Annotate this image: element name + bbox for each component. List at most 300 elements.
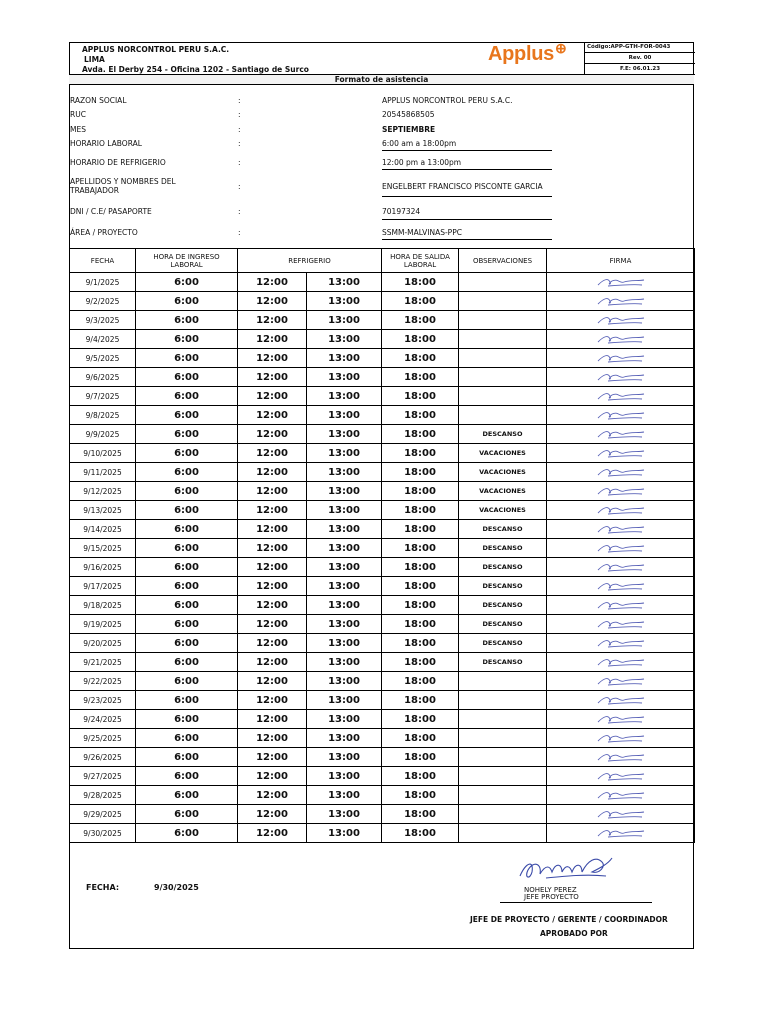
fecha-label: FECHA: [86,883,120,892]
cell-salida: 18:00 [382,786,459,805]
mes-label: MES [70,125,86,134]
cell-observaciones [459,691,547,710]
cell-firma [547,558,695,577]
cell-fecha: 9/11/2025 [70,463,136,482]
cell-firma [547,330,695,349]
table-row [70,786,695,805]
signature-icon [594,770,648,782]
cell-refrigerio-fin: 13:00 [307,691,382,710]
cell-salida: 18:00 [382,311,459,330]
cell-refrigerio-fin: 13:00 [307,368,382,387]
cell-observaciones: VACACIONES [459,482,547,501]
cell-firma [547,691,695,710]
cell-observaciones [459,368,547,387]
cell-firma [547,444,695,463]
cell-salida: 18:00 [382,824,459,843]
fecha-value: 9/30/2025 [154,883,199,892]
cell-firma [547,349,695,368]
cell-refrigerio-inicio: 12:00 [238,273,307,292]
colon: : [238,228,241,237]
cell-firma [547,501,695,520]
cell-ingreso: 6:00 [136,292,238,311]
cell-salida: 18:00 [382,558,459,577]
cell-refrigerio-inicio: 12:00 [238,596,307,615]
cell-refrigerio-fin: 13:00 [307,729,382,748]
cell-salida: 18:00 [382,653,459,672]
cell-ingreso: 6:00 [136,425,238,444]
cell-refrigerio-fin: 13:00 [307,672,382,691]
cell-observaciones [459,786,547,805]
table-row [70,463,695,482]
cell-refrigerio-inicio: 12:00 [238,634,307,653]
col-salida-line2: LABORAL [403,260,437,269]
cell-observaciones: DESCANSO [459,596,547,615]
cell-firma [547,634,695,653]
table-row [70,368,695,387]
cell-fecha: 9/29/2025 [70,805,136,824]
cell-fecha: 9/26/2025 [70,748,136,767]
approved-by-label: APROBADO POR [540,929,608,938]
signature-icon [594,808,648,820]
cell-fecha: 9/21/2025 [70,653,136,672]
cell-refrigerio-inicio: 12:00 [238,539,307,558]
cell-fecha: 9/5/2025 [70,349,136,368]
cell-ingreso: 6:00 [136,767,238,786]
colon: : [238,96,241,105]
nombres-label-line2: TRABAJADOR [70,186,119,195]
cell-fecha: 9/27/2025 [70,767,136,786]
signature-icon [594,485,648,497]
table-row [70,596,695,615]
cell-refrigerio-inicio: 12:00 [238,387,307,406]
cell-refrigerio-fin: 13:00 [307,577,382,596]
cell-fecha: 9/17/2025 [70,577,136,596]
cell-refrigerio-inicio: 12:00 [238,710,307,729]
cell-ingreso: 6:00 [136,463,238,482]
refrigerio-value: 12:00 pm a 13:00pm [382,158,552,170]
cell-ingreso: 6:00 [136,349,238,368]
cell-ingreso: 6:00 [136,615,238,634]
cell-observaciones: DESCANSO [459,615,547,634]
col-ingreso [136,249,238,273]
cell-refrigerio-inicio: 12:00 [238,653,307,672]
cell-refrigerio-inicio: 12:00 [238,558,307,577]
cell-salida: 18:00 [382,615,459,634]
colon: : [238,110,241,119]
signature-icon [594,732,648,744]
cell-observaciones [459,824,547,843]
table-row [70,349,695,368]
table-row [70,273,695,292]
cell-fecha: 9/24/2025 [70,710,136,729]
cell-refrigerio-inicio: 12:00 [238,349,307,368]
cell-fecha: 9/20/2025 [70,634,136,653]
table-row [70,653,695,672]
signature-icon [594,295,648,307]
cell-fecha: 9/9/2025 [70,425,136,444]
approver [524,887,579,901]
cell-refrigerio-fin: 13:00 [307,349,382,368]
col-salida-line1: HORA DE SALIDA [390,252,450,261]
signature-icon [594,504,648,516]
signature-icon [594,637,648,649]
signature-icon [594,561,648,573]
cell-refrigerio-fin: 13:00 [307,273,382,292]
signature-icon [594,409,648,421]
cell-observaciones: DESCANSO [459,577,547,596]
cell-firma [547,292,695,311]
company-name: APPLUS NORCONTROL PERU S.A.C. [82,45,230,54]
table-row [70,577,695,596]
cell-refrigerio-fin: 13:00 [307,615,382,634]
cell-fecha: 9/8/2025 [70,406,136,425]
cell-fecha: 9/14/2025 [70,520,136,539]
table-row [70,805,695,824]
cell-salida: 18:00 [382,444,459,463]
cell-ingreso: 6:00 [136,748,238,767]
cell-observaciones: DESCANSO [459,634,547,653]
cell-ingreso: 6:00 [136,729,238,748]
signature-line [500,902,652,903]
cell-refrigerio-inicio: 12:00 [238,672,307,691]
cell-observaciones: VACACIONES [459,463,547,482]
cell-ingreso: 6:00 [136,387,238,406]
dni-label: DNI / C.E/ PASAPORTE [70,207,152,216]
horario-value: 6:00 am a 18:00pm [382,139,552,151]
cell-salida: 18:00 [382,634,459,653]
attendance-table [69,248,695,843]
table-row [70,406,695,425]
nombres-label [70,177,176,195]
col-observaciones: OBSERVACIONES [459,249,547,273]
cell-refrigerio-inicio: 12:00 [238,368,307,387]
cell-refrigerio-fin: 13:00 [307,501,382,520]
cell-refrigerio-fin: 13:00 [307,767,382,786]
signature-icon [594,542,648,554]
cell-salida: 18:00 [382,577,459,596]
cell-ingreso: 6:00 [136,634,238,653]
ruc-label: RUC [70,110,86,119]
cell-firma [547,577,695,596]
document-fe: F.E: 06.01.23 [585,64,695,75]
cell-firma [547,425,695,444]
cell-refrigerio-fin: 13:00 [307,558,382,577]
cell-refrigerio-fin: 13:00 [307,463,382,482]
cell-refrigerio-fin: 13:00 [307,482,382,501]
table-header-row [70,249,695,273]
cell-fecha: 9/23/2025 [70,691,136,710]
approver-title: JEFE PROYECTO [524,893,579,901]
signature-icon [594,675,648,687]
signature-icon [594,751,648,763]
table-row [70,615,695,634]
cell-observaciones [459,748,547,767]
colon: : [238,139,241,148]
cell-salida: 18:00 [382,406,459,425]
cell-firma [547,672,695,691]
cell-refrigerio-fin: 13:00 [307,425,382,444]
cell-ingreso: 6:00 [136,786,238,805]
cell-refrigerio-inicio: 12:00 [238,501,307,520]
table-row [70,824,695,843]
cell-ingreso: 6:00 [136,577,238,596]
cell-refrigerio-fin: 13:00 [307,387,382,406]
cell-observaciones: DESCANSO [459,653,547,672]
cell-firma [547,539,695,558]
cell-firma [547,615,695,634]
cell-refrigerio-fin: 13:00 [307,786,382,805]
cell-refrigerio-inicio: 12:00 [238,482,307,501]
cell-ingreso: 6:00 [136,501,238,520]
cell-fecha: 9/19/2025 [70,615,136,634]
cell-fecha: 9/10/2025 [70,444,136,463]
cell-refrigerio-inicio: 12:00 [238,330,307,349]
cell-fecha: 9/2/2025 [70,292,136,311]
cell-observaciones [459,729,547,748]
area-label: ÁREA / PROYECTO [70,228,138,237]
cell-refrigerio-fin: 13:00 [307,805,382,824]
col-fecha: FECHA [70,249,136,273]
cell-refrigerio-inicio: 12:00 [238,615,307,634]
cell-observaciones: VACACIONES [459,501,547,520]
mes-value: SEPTIEMBRE [382,125,436,134]
cell-salida: 18:00 [382,672,459,691]
table-row [70,672,695,691]
signature-icon [594,428,648,440]
cell-observaciones [459,767,547,786]
table-row [70,710,695,729]
cell-refrigerio-inicio: 12:00 [238,406,307,425]
cell-firma [547,748,695,767]
cell-ingreso: 6:00 [136,368,238,387]
cell-refrigerio-fin: 13:00 [307,311,382,330]
col-refrigerio: REFRIGERIO [238,249,382,273]
signature-icon [594,789,648,801]
ruc-value: 20545868505 [382,110,435,119]
cell-fecha: 9/12/2025 [70,482,136,501]
cell-fecha: 9/7/2025 [70,387,136,406]
cell-salida: 18:00 [382,292,459,311]
cell-observaciones: DESCANSO [459,539,547,558]
table-row [70,482,695,501]
cell-refrigerio-inicio: 12:00 [238,729,307,748]
cell-fecha: 9/3/2025 [70,311,136,330]
table-row [70,311,695,330]
horario-label: HORARIO LABORAL [70,139,142,148]
cell-firma [547,786,695,805]
table-row [70,767,695,786]
cell-refrigerio-inicio: 12:00 [238,691,307,710]
cell-ingreso: 6:00 [136,805,238,824]
table-row [70,425,695,444]
cell-ingreso: 6:00 [136,482,238,501]
col-ingreso-line1: HORA DE INGRESO [153,252,220,261]
cell-salida: 18:00 [382,710,459,729]
table-row [70,748,695,767]
cell-refrigerio-fin: 13:00 [307,748,382,767]
cell-observaciones [459,349,547,368]
cell-firma [547,596,695,615]
cell-refrigerio-inicio: 12:00 [238,463,307,482]
cell-ingreso: 6:00 [136,273,238,292]
signature-icon [594,276,648,288]
signature-icon [594,694,648,706]
plus-circle-icon: ⊕ [554,40,567,56]
cell-observaciones [459,672,547,691]
logo-text: Applus [488,43,554,65]
cell-refrigerio-fin: 13:00 [307,653,382,672]
cell-ingreso: 6:00 [136,558,238,577]
cell-fecha: 9/22/2025 [70,672,136,691]
table-row [70,520,695,539]
document-code-box [584,42,695,75]
table-row [70,691,695,710]
cell-observaciones [459,311,547,330]
colon: : [238,158,241,167]
cell-salida: 18:00 [382,330,459,349]
cell-salida: 18:00 [382,463,459,482]
cell-firma [547,463,695,482]
cell-ingreso: 6:00 [136,520,238,539]
cell-firma [547,273,695,292]
cell-fecha: 9/1/2025 [70,273,136,292]
cell-observaciones [459,406,547,425]
table-row [70,729,695,748]
cell-refrigerio-inicio: 12:00 [238,748,307,767]
cell-firma [547,653,695,672]
cell-refrigerio-fin: 13:00 [307,634,382,653]
table-row [70,387,695,406]
cell-salida: 18:00 [382,767,459,786]
cell-ingreso: 6:00 [136,596,238,615]
cell-salida: 18:00 [382,748,459,767]
col-firma: FIRMA [547,249,695,273]
company-header [82,45,309,75]
cell-refrigerio-inicio: 12:00 [238,824,307,843]
cell-salida: 18:00 [382,729,459,748]
cell-fecha: 9/16/2025 [70,558,136,577]
cell-salida: 18:00 [382,368,459,387]
cell-fecha: 9/28/2025 [70,786,136,805]
nombres-label-line1: APELLIDOS Y NOMBRES DEL [70,177,176,186]
cell-fecha: 9/4/2025 [70,330,136,349]
cell-ingreso: 6:00 [136,330,238,349]
dni-value: 70197324 [382,207,552,220]
cell-fecha: 9/30/2025 [70,824,136,843]
cell-refrigerio-inicio: 12:00 [238,444,307,463]
document-revision: Rev. 00 [585,53,695,64]
cell-firma [547,824,695,843]
cell-salida: 18:00 [382,273,459,292]
cell-observaciones [459,292,547,311]
cell-refrigerio-inicio: 12:00 [238,292,307,311]
cell-firma [547,710,695,729]
cell-salida: 18:00 [382,596,459,615]
table-row [70,501,695,520]
colon: : [238,182,241,191]
cell-salida: 18:00 [382,805,459,824]
cell-refrigerio-fin: 13:00 [307,710,382,729]
cell-fecha: 9/13/2025 [70,501,136,520]
signature-icon [594,656,648,668]
signature-icon [594,371,648,383]
cell-firma [547,520,695,539]
document-code: Código:APP-GTH-FOR-0043 [585,42,695,53]
cell-refrigerio-fin: 13:00 [307,596,382,615]
cell-refrigerio-fin: 13:00 [307,520,382,539]
cell-fecha: 9/6/2025 [70,368,136,387]
cell-observaciones [459,710,547,729]
cell-ingreso: 6:00 [136,824,238,843]
colon: : [238,207,241,216]
signature-icon [594,447,648,459]
cell-refrigerio-fin: 13:00 [307,444,382,463]
table-row [70,292,695,311]
signature-icon [594,390,648,402]
signature-icon [594,352,648,364]
attendance-body [70,273,695,843]
cell-salida: 18:00 [382,520,459,539]
cell-salida: 18:00 [382,501,459,520]
company-address: Avda. El Derby 254 - Oficina 1202 - Santiago de Surco [82,65,309,74]
cell-observaciones [459,330,547,349]
cell-firma [547,805,695,824]
cell-ingreso: 6:00 [136,653,238,672]
signature-icon [594,827,648,839]
cell-fecha: 9/15/2025 [70,539,136,558]
cell-refrigerio-fin: 13:00 [307,292,382,311]
table-row [70,634,695,653]
applus-logo [488,40,567,66]
cell-salida: 18:00 [382,349,459,368]
signature-icon [594,314,648,326]
razon-label: RAZON SOCIAL [70,96,127,105]
cell-fecha: 9/18/2025 [70,596,136,615]
table-row [70,330,695,349]
approver-role: JEFE DE PROYECTO / GERENTE / COORDINADOR [470,915,668,924]
cell-ingreso: 6:00 [136,691,238,710]
signature-icon [594,333,648,345]
cell-refrigerio-fin: 13:00 [307,330,382,349]
cell-salida: 18:00 [382,482,459,501]
cell-observaciones: DESCANSO [459,520,547,539]
cell-observaciones: DESCANSO [459,558,547,577]
table-row [70,558,695,577]
nombres-value: ENGELBERT FRANCISCO PISCONTE GARCIA [382,182,552,197]
colon: : [238,125,241,134]
cell-salida: 18:00 [382,691,459,710]
cell-observaciones [459,387,547,406]
cell-ingreso: 6:00 [136,710,238,729]
approver-name: NOHELY PEREZ [524,886,577,894]
approver-signature [516,854,616,886]
signature-icon [594,580,648,592]
cell-ingreso: 6:00 [136,672,238,691]
cell-ingreso: 6:00 [136,406,238,425]
signature-icon [594,466,648,478]
cell-refrigerio-inicio: 12:00 [238,577,307,596]
company-city: LIMA [84,55,105,64]
cell-ingreso: 6:00 [136,539,238,558]
col-salida [382,249,459,273]
cell-observaciones: VACACIONES [459,444,547,463]
cell-refrigerio-fin: 13:00 [307,539,382,558]
cell-refrigerio-inicio: 12:00 [238,311,307,330]
cell-refrigerio-fin: 13:00 [307,824,382,843]
cell-ingreso: 6:00 [136,311,238,330]
cell-firma [547,368,695,387]
cell-observaciones [459,273,547,292]
